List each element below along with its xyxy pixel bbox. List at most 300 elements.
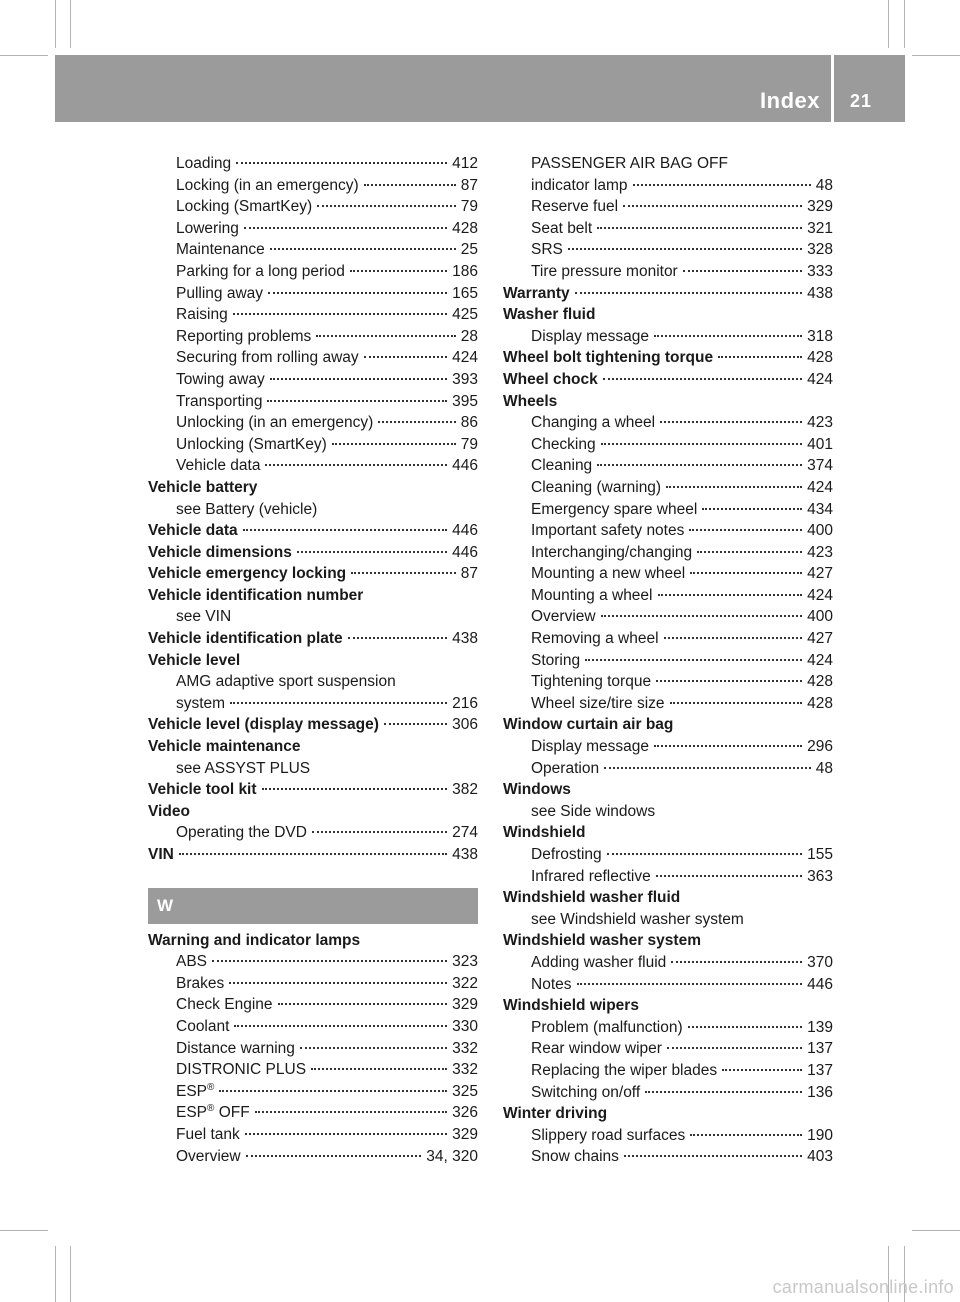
entry-label bbox=[176, 347, 359, 369]
leader-dots bbox=[265, 464, 447, 466]
page-reference[interactable]: 332 bbox=[452, 1061, 478, 1079]
entry-label bbox=[531, 736, 649, 758]
page-reference[interactable]: 425 bbox=[452, 306, 478, 324]
page-reference[interactable]: 322 bbox=[452, 974, 478, 992]
entry-label bbox=[531, 866, 651, 888]
leader-dots bbox=[268, 292, 447, 294]
index-subentry bbox=[503, 499, 833, 521]
page-reference[interactable]: 438 bbox=[452, 846, 478, 863]
index-entry bbox=[148, 628, 478, 650]
entry-label-text: Vehicle dimensions bbox=[148, 543, 292, 561]
entry-label bbox=[531, 1038, 662, 1060]
page-reference[interactable]: 428 bbox=[452, 219, 478, 237]
entry-label-text: Notes bbox=[531, 975, 572, 993]
entry-label bbox=[531, 952, 666, 974]
index-subentry bbox=[503, 628, 833, 650]
page-reference[interactable]: 28 bbox=[460, 327, 478, 345]
leader-dots bbox=[654, 745, 802, 747]
page-reference[interactable]: 137 bbox=[807, 1040, 833, 1058]
index-subentry bbox=[503, 1060, 833, 1082]
page-reference[interactable]: 424 bbox=[807, 478, 833, 496]
entry-label bbox=[531, 650, 580, 672]
entry-label-text: Overview bbox=[531, 608, 596, 626]
page-reference[interactable]: 393 bbox=[452, 370, 478, 388]
index-subentry-text: see Windshield washer system bbox=[531, 910, 744, 928]
page-reference[interactable]: 332 bbox=[452, 1039, 478, 1057]
section-letter-heading: W bbox=[148, 888, 478, 924]
leader-dots bbox=[229, 982, 447, 984]
entry-label-text: Defrosting bbox=[531, 846, 602, 863]
page-reference[interactable]: 48 bbox=[815, 759, 833, 777]
entry-label bbox=[176, 951, 207, 973]
leader-dots bbox=[623, 205, 802, 207]
index-subentry bbox=[148, 369, 478, 391]
page-reference[interactable]: 186 bbox=[452, 262, 478, 280]
leader-dots bbox=[597, 464, 802, 466]
crop-mark bbox=[0, 1230, 48, 1231]
index-subentry bbox=[148, 1038, 478, 1060]
index-entry bbox=[503, 283, 833, 305]
leader-dots bbox=[332, 443, 456, 445]
index-subentry bbox=[148, 973, 478, 995]
index-subentry-text: see Battery (vehicle) bbox=[176, 500, 318, 518]
index-subentry bbox=[503, 1146, 833, 1168]
leader-dots bbox=[348, 637, 447, 639]
index-subentry bbox=[148, 1059, 478, 1081]
entry-label bbox=[531, 412, 655, 434]
page-reference[interactable]: 395 bbox=[452, 392, 478, 410]
entry-label-text: Reporting problems bbox=[176, 327, 312, 345]
entry-label bbox=[531, 606, 596, 628]
leader-dots bbox=[364, 356, 447, 358]
entry-label-text: Overview bbox=[176, 1147, 241, 1165]
entry-label bbox=[176, 153, 231, 175]
page-reference[interactable]: 79 bbox=[460, 198, 478, 216]
crop-mark bbox=[55, 1246, 56, 1302]
entry-label bbox=[148, 779, 257, 801]
entry-label-text: Vehicle identification plate bbox=[148, 630, 343, 648]
index-heading: Window curtain air bag bbox=[503, 716, 674, 734]
page-reference[interactable]: 446 bbox=[452, 522, 478, 540]
entry-label bbox=[176, 412, 373, 434]
entry-label bbox=[503, 369, 598, 391]
page-reference[interactable]: 139 bbox=[807, 1018, 833, 1036]
index-heading: Vehicle maintenance bbox=[148, 738, 301, 756]
entry-label bbox=[176, 1059, 306, 1081]
index-entry bbox=[503, 369, 833, 391]
entry-label-text: Snow chains bbox=[531, 1148, 619, 1166]
leader-dots bbox=[656, 875, 802, 877]
index-subentry-text: AMG adaptive sport suspension bbox=[176, 673, 396, 691]
page-reference[interactable]: 296 bbox=[807, 738, 833, 756]
entry-label-text: Vehicle tool kit bbox=[148, 781, 257, 799]
index-heading: Vehicle level bbox=[148, 651, 241, 669]
leader-dots bbox=[604, 767, 811, 769]
leader-dots bbox=[722, 1069, 802, 1071]
leader-dots bbox=[245, 1133, 447, 1135]
index-heading: Windshield wipers bbox=[503, 997, 639, 1015]
entry-label bbox=[531, 542, 692, 564]
entry-label bbox=[531, 1060, 717, 1082]
entry-label-text: Fuel tank bbox=[176, 1125, 240, 1143]
leader-dots bbox=[718, 356, 802, 358]
index-heading: Vehicle identification number bbox=[148, 586, 364, 604]
page-reference[interactable]: 329 bbox=[452, 1125, 478, 1143]
entry-label-text: Important safety notes bbox=[531, 522, 685, 540]
page-reference[interactable]: 330 bbox=[452, 1017, 478, 1035]
leader-dots bbox=[236, 162, 447, 164]
page-reference[interactable]: 403 bbox=[807, 1148, 833, 1166]
entry-label bbox=[176, 175, 359, 197]
entry-label-text: Tire pressure monitor bbox=[531, 262, 678, 280]
leader-dots bbox=[633, 184, 811, 186]
leader-dots bbox=[585, 659, 802, 661]
entry-label bbox=[531, 499, 697, 521]
page-reference[interactable]: 423 bbox=[807, 543, 833, 561]
index-subentry bbox=[148, 239, 478, 261]
page-reference[interactable]: 329 bbox=[807, 198, 833, 216]
entry-label-text: Replacing the wiper blades bbox=[531, 1061, 718, 1079]
index-subentry bbox=[503, 1017, 833, 1039]
crop-mark bbox=[70, 0, 71, 48]
leader-dots bbox=[244, 227, 447, 229]
entry-label bbox=[176, 1146, 241, 1168]
entry-label-text: Wheel chock bbox=[503, 370, 598, 388]
leader-dots bbox=[660, 421, 802, 423]
index-subentry bbox=[503, 563, 833, 585]
entry-label bbox=[531, 758, 599, 780]
leader-dots bbox=[601, 443, 803, 445]
page-reference[interactable]: 446 bbox=[452, 543, 478, 561]
index-subentry bbox=[148, 693, 478, 715]
page-reference[interactable]: 400 bbox=[807, 608, 833, 626]
page-reference[interactable]: 328 bbox=[807, 241, 833, 259]
index-subentry bbox=[148, 1081, 478, 1103]
leader-dots bbox=[666, 486, 802, 488]
registered-mark: ® bbox=[207, 1103, 215, 1115]
leader-dots bbox=[243, 529, 448, 531]
leader-dots bbox=[219, 1090, 447, 1092]
entry-label-text: Locking (SmartKey) bbox=[176, 198, 313, 216]
page-reference[interactable]: 155 bbox=[807, 846, 833, 863]
index-subentry bbox=[148, 1124, 478, 1146]
page-reference[interactable]: 370 bbox=[807, 953, 833, 971]
page-reference[interactable]: 428 bbox=[807, 349, 833, 367]
leader-dots bbox=[350, 270, 447, 272]
page-reference[interactable]: 318 bbox=[807, 327, 833, 345]
entry-label bbox=[531, 1125, 685, 1147]
entry-label bbox=[531, 520, 684, 542]
leader-dots bbox=[267, 400, 447, 402]
page-reference[interactable]: 216 bbox=[452, 694, 478, 712]
index-subentry bbox=[503, 326, 833, 348]
page-reference[interactable]: 333 bbox=[807, 262, 833, 280]
entry-label bbox=[531, 628, 659, 650]
index-subentry bbox=[148, 822, 478, 844]
page-reference[interactable]: 25 bbox=[460, 241, 478, 259]
index-entry bbox=[148, 563, 478, 585]
leader-dots bbox=[683, 270, 802, 272]
index-subentry bbox=[148, 175, 478, 197]
entry-label bbox=[531, 434, 596, 456]
leader-dots bbox=[384, 723, 447, 725]
entry-label-text: Storing bbox=[531, 651, 581, 669]
entry-label-text: Vehicle data bbox=[148, 522, 238, 540]
entry-label bbox=[176, 261, 345, 283]
entry-label bbox=[176, 1081, 214, 1103]
entry-label-text: Switching on/off bbox=[531, 1083, 641, 1101]
index-entry bbox=[148, 714, 478, 736]
page-reference[interactable]: 438 bbox=[807, 284, 833, 302]
entry-label-text: Problem (malfunction) bbox=[531, 1018, 683, 1036]
entry-label-text: Operation bbox=[531, 759, 600, 777]
entry-label-text: Slippery road surfaces bbox=[531, 1126, 686, 1144]
leader-dots bbox=[689, 529, 802, 531]
page-reference[interactable]: 87 bbox=[460, 565, 478, 583]
entry-label bbox=[531, 693, 665, 715]
leader-dots bbox=[212, 960, 447, 962]
page-reference[interactable]: 274 bbox=[452, 824, 478, 842]
leader-dots bbox=[230, 702, 447, 704]
page-reference[interactable]: 424 bbox=[807, 586, 833, 604]
page-reference[interactable]: 321 bbox=[807, 219, 833, 237]
leader-dots bbox=[568, 248, 802, 250]
index-subentry bbox=[148, 218, 478, 240]
entry-label-text: Vehicle data bbox=[176, 457, 261, 475]
leader-dots bbox=[575, 292, 803, 294]
page-reference[interactable]: 323 bbox=[452, 953, 478, 971]
index-subentry bbox=[503, 455, 833, 477]
entry-label-text: Vehicle emergency locking bbox=[148, 565, 347, 583]
page-reference[interactable]: 423 bbox=[807, 414, 833, 432]
entry-label bbox=[531, 1017, 683, 1039]
leader-dots bbox=[262, 788, 448, 790]
entry-label-text: Securing from rolling away bbox=[176, 349, 359, 367]
crop-mark bbox=[912, 55, 960, 56]
index-subentry bbox=[503, 1125, 833, 1147]
crop-mark bbox=[912, 1230, 960, 1231]
index-entry bbox=[148, 542, 478, 564]
entry-label bbox=[531, 175, 628, 197]
leader-dots bbox=[656, 680, 802, 682]
index-subentry bbox=[503, 758, 833, 780]
index-subentry bbox=[503, 477, 833, 499]
index-column-right bbox=[503, 153, 833, 1168]
page-reference[interactable]: 424 bbox=[807, 651, 833, 669]
page-reference[interactable]: 165 bbox=[452, 284, 478, 302]
leader-dots bbox=[297, 551, 447, 553]
page-reference[interactable]: 412 bbox=[452, 155, 478, 172]
page-reference[interactable]: 48 bbox=[815, 176, 833, 194]
index-entry bbox=[148, 844, 478, 866]
index-subentry-text: see VIN bbox=[176, 608, 232, 626]
index-subentry bbox=[148, 304, 478, 326]
leader-dots bbox=[697, 551, 802, 553]
entry-label bbox=[148, 542, 292, 564]
entry-label-text: Wheel bolt tightening torque bbox=[503, 349, 714, 367]
page-reference[interactable]: 325 bbox=[452, 1082, 478, 1100]
entry-label-text: Adding washer fluid bbox=[531, 953, 667, 971]
index-heading: Windshield washer fluid bbox=[503, 889, 681, 907]
entry-label bbox=[176, 1124, 240, 1146]
leader-dots bbox=[577, 983, 803, 985]
page-reference[interactable]: 428 bbox=[807, 673, 833, 691]
leader-dots bbox=[311, 1068, 447, 1070]
entry-label-text: indicator lamp bbox=[531, 176, 628, 194]
entry-label bbox=[176, 1102, 250, 1124]
entry-label-text: Display message bbox=[531, 738, 650, 756]
entry-label-text: SRS bbox=[531, 241, 563, 259]
page-reference[interactable]: 137 bbox=[807, 1061, 833, 1079]
entry-label-text: Cleaning bbox=[531, 457, 593, 475]
entry-label bbox=[148, 520, 238, 542]
page-reference[interactable]: 434 bbox=[807, 500, 833, 518]
entry-label-text: Brakes bbox=[176, 974, 225, 992]
entry-label bbox=[531, 563, 685, 585]
index-subentry bbox=[148, 1016, 478, 1038]
entry-label bbox=[176, 283, 263, 305]
entry-label bbox=[176, 391, 262, 413]
page-reference[interactable]: 190 bbox=[807, 1126, 833, 1144]
index-column-left bbox=[148, 153, 478, 1167]
page-reference[interactable]: 374 bbox=[807, 457, 833, 475]
index-heading: Windshield washer system bbox=[503, 932, 701, 950]
page-reference[interactable]: 34, 320 bbox=[426, 1147, 478, 1165]
page-reference[interactable]: 428 bbox=[807, 694, 833, 712]
page-reference[interactable]: 446 bbox=[807, 975, 833, 993]
index-subentry bbox=[503, 542, 833, 564]
index-subentry-text: PASSENGER AIR BAG OFF bbox=[531, 155, 728, 172]
page-reference[interactable]: 446 bbox=[452, 457, 478, 475]
index-subentry bbox=[148, 1146, 478, 1168]
entry-label-text: Tightening torque bbox=[531, 673, 652, 691]
leader-dots bbox=[246, 1155, 422, 1157]
crop-mark bbox=[55, 0, 56, 48]
leader-dots bbox=[603, 378, 802, 380]
leader-dots bbox=[300, 1047, 447, 1049]
index-heading: Video bbox=[148, 802, 190, 820]
index-subentry bbox=[503, 434, 833, 456]
entry-label bbox=[176, 1038, 295, 1060]
page-reference[interactable]: 86 bbox=[460, 414, 478, 432]
entry-label-text: Operating the DVD bbox=[176, 824, 307, 842]
entry-label bbox=[531, 1146, 619, 1168]
page-reference[interactable]: 79 bbox=[460, 435, 478, 453]
entry-label bbox=[531, 239, 563, 261]
entry-label-text: Changing a wheel bbox=[531, 414, 656, 432]
leader-dots bbox=[688, 1026, 803, 1028]
entry-label-text: Raising bbox=[176, 306, 228, 324]
page-reference[interactable]: 136 bbox=[807, 1083, 833, 1101]
entry-label-text: Maintenance bbox=[176, 241, 265, 259]
index-subentry bbox=[503, 671, 833, 693]
leader-dots bbox=[702, 508, 802, 510]
entry-label-text: Checking bbox=[531, 435, 596, 453]
watermark: carmanualsonline.info bbox=[772, 1277, 954, 1297]
index-subentry bbox=[148, 412, 478, 434]
index-subentry-text: see ASSYST PLUS bbox=[176, 759, 311, 777]
index-subentry bbox=[503, 585, 833, 607]
page-reference[interactable]: 306 bbox=[452, 716, 478, 734]
index-subentry bbox=[148, 951, 478, 973]
leader-dots bbox=[690, 572, 802, 574]
entry-label bbox=[148, 563, 346, 585]
index-subentry bbox=[148, 434, 478, 456]
header-divider bbox=[831, 55, 834, 122]
entry-label-text: Coolant bbox=[176, 1017, 230, 1035]
entry-label bbox=[531, 455, 592, 477]
index-heading: Windows bbox=[503, 781, 571, 799]
index-subentry bbox=[503, 693, 833, 715]
page-reference[interactable]: 424 bbox=[807, 370, 833, 388]
entry-label bbox=[531, 844, 602, 866]
entry-label-text: Unlocking (SmartKey) bbox=[176, 435, 327, 453]
leader-dots bbox=[671, 961, 802, 963]
entry-label-text: Wheel size/tire size bbox=[531, 694, 665, 712]
leader-dots bbox=[601, 615, 803, 617]
entry-label-text: DISTRONIC PLUS bbox=[176, 1061, 307, 1079]
page-title: Index bbox=[760, 88, 820, 113]
page-reference[interactable]: 400 bbox=[807, 522, 833, 540]
page-reference[interactable]: 87 bbox=[460, 176, 478, 194]
page-reference[interactable]: 427 bbox=[807, 630, 833, 648]
index-subentry bbox=[148, 283, 478, 305]
index-subentry bbox=[503, 261, 833, 283]
entry-label-text: Mounting a wheel bbox=[531, 586, 653, 604]
page-reference[interactable]: 382 bbox=[452, 781, 478, 799]
entry-label bbox=[531, 196, 618, 218]
page-reference[interactable]: 438 bbox=[452, 630, 478, 648]
crop-mark bbox=[70, 1246, 71, 1302]
entry-label-text: Cleaning (warning) bbox=[531, 478, 662, 496]
leader-dots bbox=[351, 572, 456, 574]
registered-mark: ® bbox=[207, 1081, 215, 1093]
leader-dots bbox=[312, 831, 447, 833]
leader-dots bbox=[670, 702, 803, 704]
leader-dots bbox=[278, 1003, 448, 1005]
index-subentry bbox=[503, 866, 833, 888]
index-subentry bbox=[148, 326, 478, 348]
entry-label-text: Loading bbox=[176, 155, 232, 172]
page-reference[interactable]: 424 bbox=[452, 349, 478, 367]
entry-label-text: ESP bbox=[176, 1104, 208, 1122]
index-subentry-text: see Side windows bbox=[531, 802, 656, 820]
entry-label bbox=[176, 1016, 229, 1038]
entry-label-text: Unlocking (in an emergency) bbox=[176, 414, 374, 432]
entry-label bbox=[176, 434, 327, 456]
page-reference[interactable]: 326 bbox=[452, 1104, 478, 1122]
entry-label-text: Emergency spare wheel bbox=[531, 500, 698, 518]
entry-label bbox=[531, 585, 653, 607]
page-reference[interactable]: 329 bbox=[452, 996, 478, 1014]
entry-label-text: Parking for a long period bbox=[176, 262, 345, 280]
entry-label bbox=[531, 218, 592, 240]
page-reference[interactable]: 427 bbox=[807, 565, 833, 583]
entry-label-text: Distance warning bbox=[176, 1039, 295, 1057]
entry-label-text: ABS bbox=[176, 953, 208, 971]
index-subentry bbox=[148, 1102, 478, 1124]
entry-label bbox=[531, 326, 649, 348]
index-subentry bbox=[503, 412, 833, 434]
index-subentry bbox=[503, 175, 833, 197]
index-heading: Washer fluid bbox=[503, 306, 596, 324]
entry-label-text: Removing a wheel bbox=[531, 630, 659, 648]
leader-dots bbox=[364, 184, 456, 186]
page-reference[interactable]: 401 bbox=[807, 435, 833, 453]
entry-label-text: Transporting bbox=[176, 392, 263, 410]
page-reference[interactable]: 363 bbox=[807, 867, 833, 885]
leader-dots bbox=[270, 378, 447, 380]
